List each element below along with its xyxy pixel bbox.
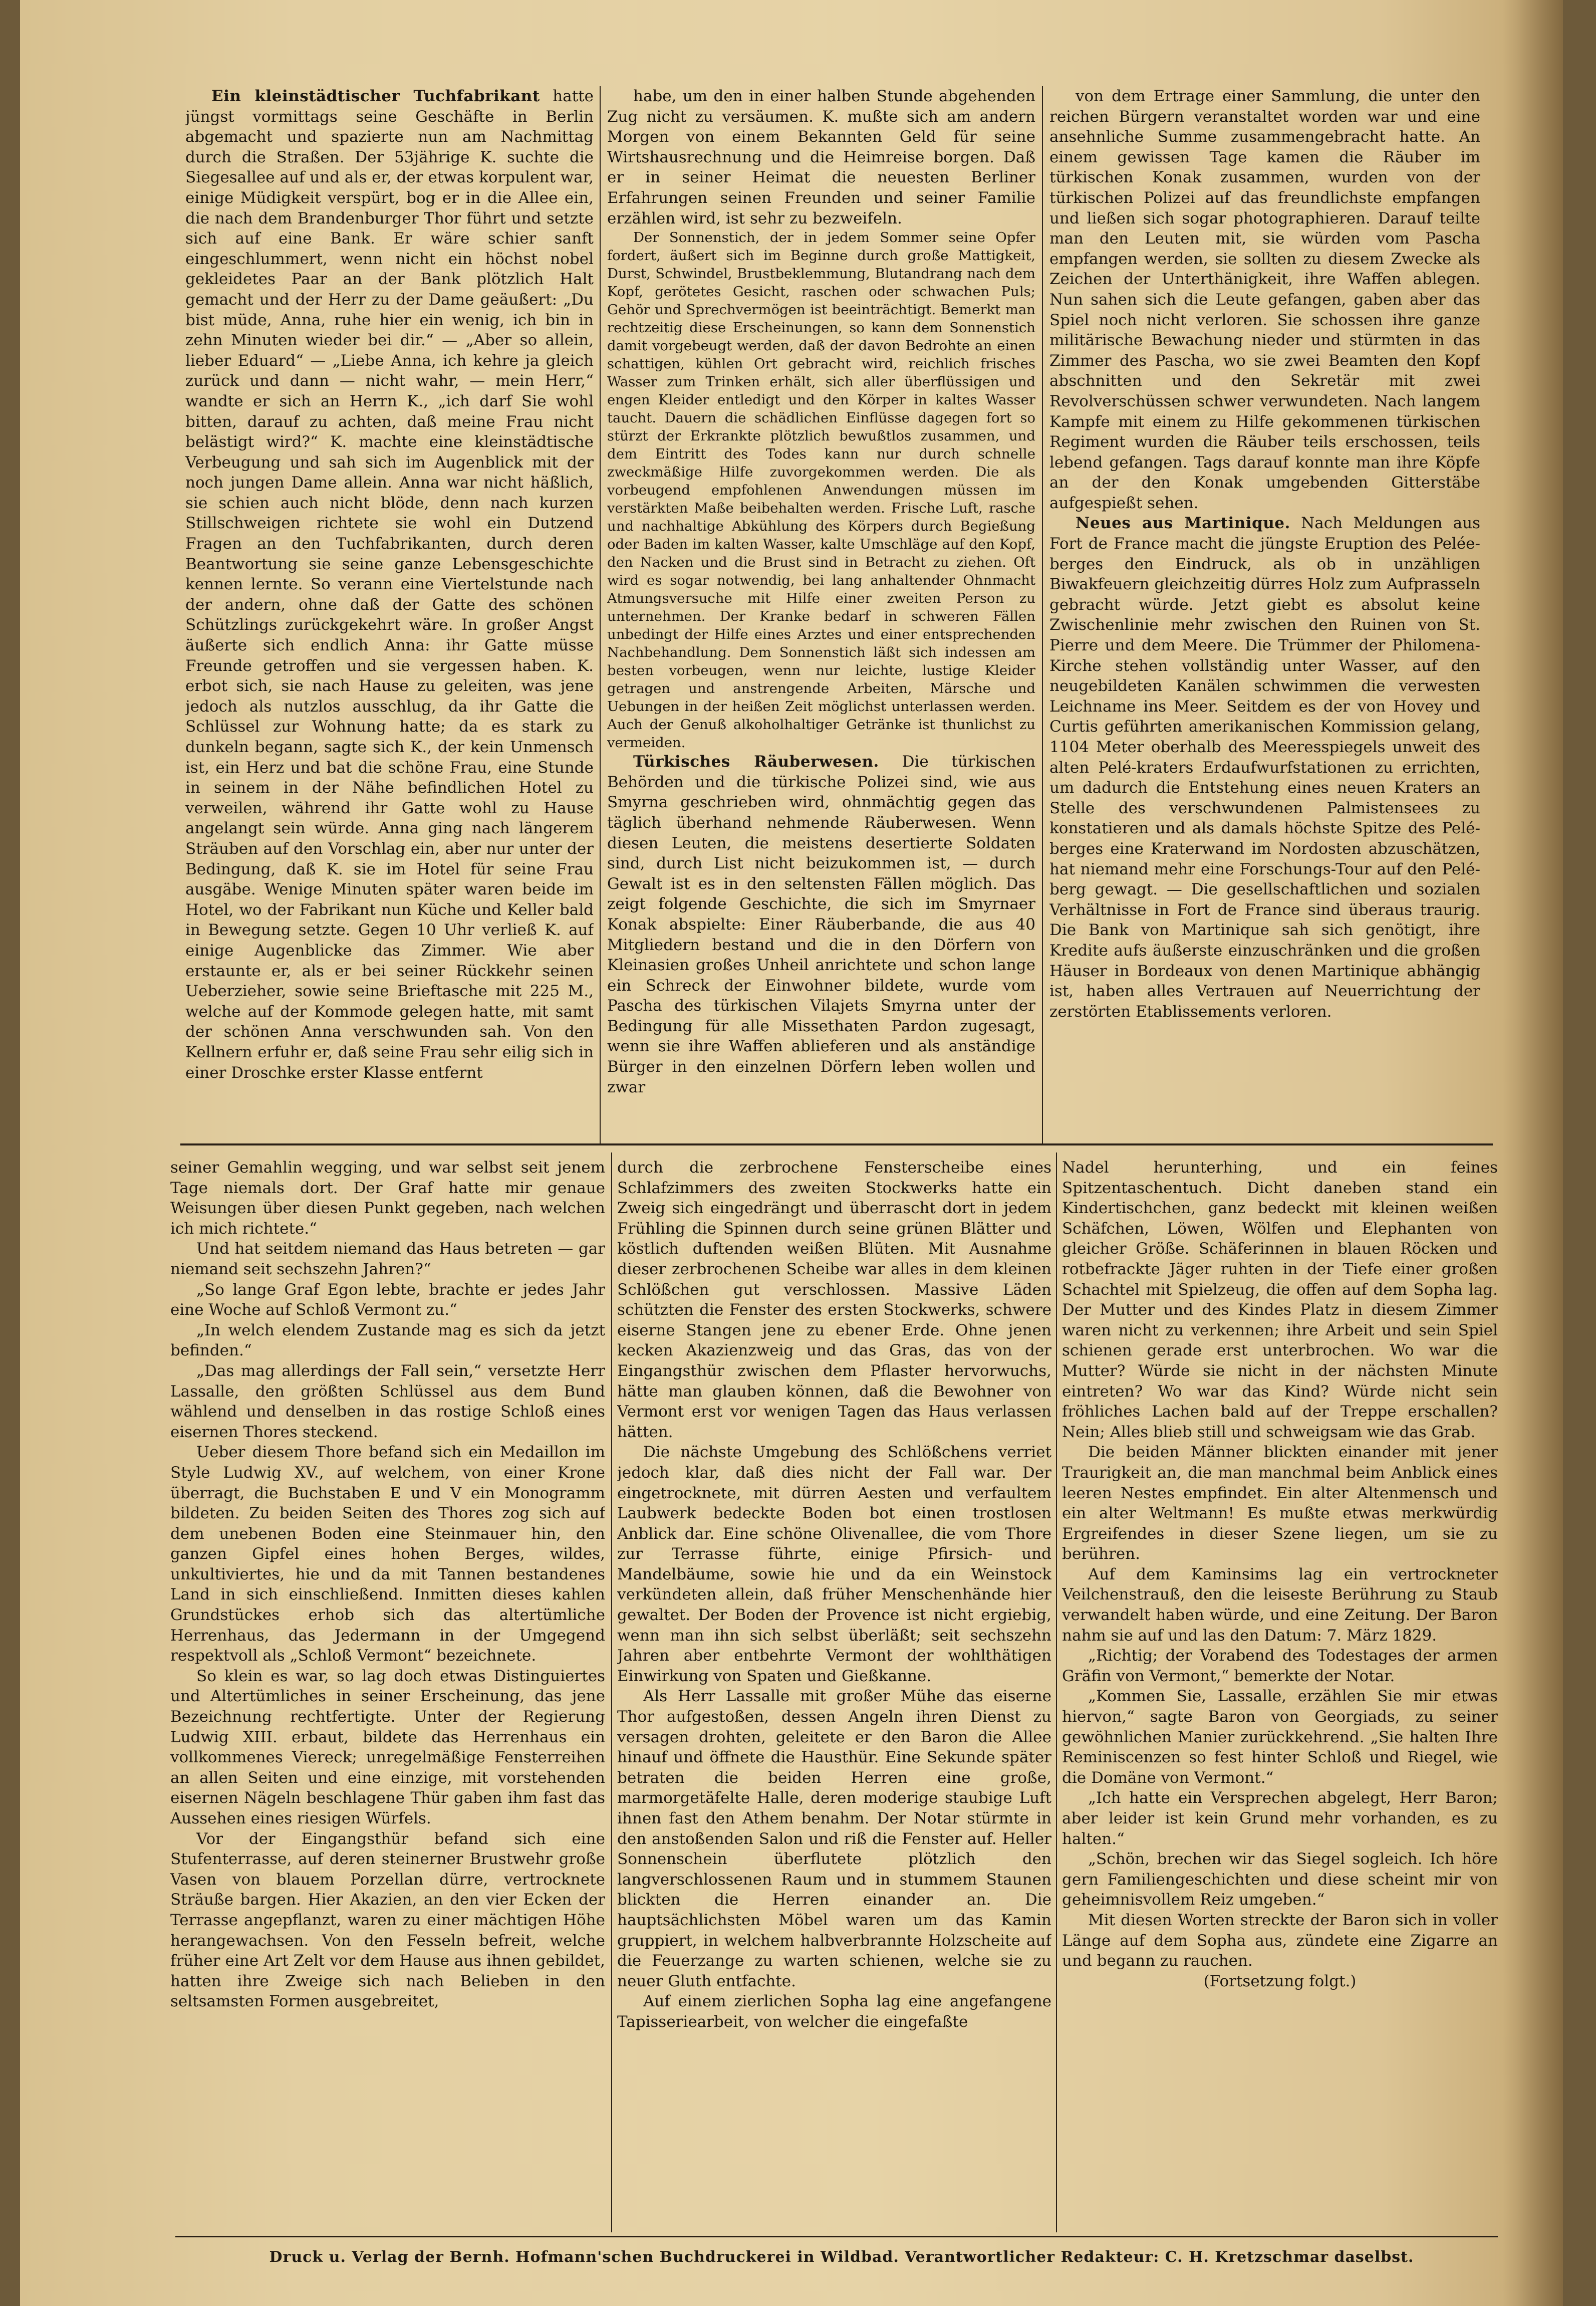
paragraph [607,228,1035,752]
paragraph-text: seiner Gemahlin wegging, und war selbst seit jenem Tage niemals dort. Der Graf hatte mir genaue Weisungen über diesen Punkt gegeben, nach welchen ich mich richtete.“ [170,1159,605,1238]
page-edge-shadow [1503,0,1563,2306]
paragraph-text: hatte jüngst vormittags seine Geschäfte in Berlin abgemacht und spazierte nun am Nachmittag durch die Straßen. Der 53jährige K. suchte die Siegesallee auf und als er, der etwas korpulent war, einige Müdigkeit verspürt, bog er in die Allee ein, die nach dem Brandenburger Thor führt und setzte sich auf eine Bank. Er wäre schier sanft eingeschlummert, wenn nicht ein höchst nobel gekleidetes Paar an der Bank plötzlich Halt gemacht und der Herr zu der Dame geäußert: „Du bist müde, Anna, ruhe hier ein wenig, ich bin in zehn Minuten wieder bei dir.“ — „Aber so allein, lieber Eduard“ — „Liebe Anna, ich kehre ja gleich zurück und dann — nicht wahr, — mein Herr,“ wandte er sich an Herrn K., „ich darf Sie wohl bitten, darauf zu achten, daß meine Frau nicht belästigt wird?“ K. machte eine kleinstädtische Verbeugung und sah sich im Augenblick mit der noch jungen Dame allein. Anna war nicht häßlich, sie schien auch nicht blöde, denn nach kurzen Stillschweigen richtete sie wohl ein Dutzend Fragen an den Tuchfabrikanten, durch deren Beantwortung sie seine ganze Lebensgeschichte kennen lernte. So verann eine Viertelstunde nach der andern, ohne daß der Gatte des schönen Schützlings zurückgekehrt wäre. In großer Angst äußerte sich endlich Anna: ihr Gatte müsse Freunde getroffen und sie vergessen haben. K. erbot sich, sie nach Hause zu geleiten, was jene jedoch als nutzlos ausschlug, da ihr Gatte die Schlüssel zur Wohnung hatte; da es stark zu dunkeln begann, sagte sich K., der kein Unmensch ist, ein Herz und bat die schöne Frau, eine Stunde in seinem in der Nähe befindlichen Hotel zu verweilen, während ihr Gatte wohl zu Hause angelangt sein würde. Anna ging nach längerem Sträuben auf den Vorschlag ein, aber nur unter der Bedingung, daß K. sie im Hotel für seine Frau ausgäbe. Wenige Minuten später waren beide im Hotel, wo der Fabrikant nun Küche und Keller bald in Bewegung setzte. Gegen 10 Uhr verließ K. auf einige Augenblicke das Zimmer. Wie aber erstaunte er, als er bei seiner Rückkehr seinen Ueberzieher, sowie seine Brieftasche mit 225 M., welche auf der Kommode gelegen hatte, mit samt der schönen Anna verschwunden sah. Von den Kellnern erfuhr er, daß seine Frau sehr eilig sich in einer Droschke erster Klasse entfernt [185,87,594,1082]
newspaper-page [20,0,1563,2306]
paragraph [607,752,1035,1097]
lower-column-3 [1062,1158,1498,2230]
paragraph [170,1320,605,1361]
paragraph [617,1158,1051,1442]
paragraph-text: Der Sonnenstich, der in jedem Sommer seine Opfer fordert, äußert sich im Beginne durch große Mattigkeit, Durst, Schwindel, Brustbeklemmung, Blutandrang nach dem Kopf, gerötetes Gesicht, raschen oder schwachen Puls; Gehör und Sprechvermögen ist beeinträchtigt. Bemerkt man rechtzeitig diese Erscheinungen, so kann dem Sonnenstich damit vorgebeugt werden, daß der davon Bedrohte an einen schattigen, kühlen Ort gebracht wird, reichlich frisches Wasser zum Trinken erhält, sich aller überflüssigen und engen Kleider entledigt und den Körper in kaltes Wasser taucht. Dauern die schädlichen Einflüsse dagegen fort so stürzt der Erkrankte plötzlich bewußtlos zusammen, und dem Eintritt des Todes kann nur durch schnelle zweckmäßige Hilfe zuvorgekommen werden. Die als vorbeugend empfohlenen Anwendungen müssen im verstärkten Maße beibehalten werden. Frische Luft, rasche und nachhaltige Abkühlung des Körpers durch Begießung oder Baden im kalten Wasser, kalte Umschläge auf den Kopf, den Nacken und die Brust sind in Betracht zu ziehen. Oft wird es sogar notwendig, bei lang anhaltender Ohnmacht Atmungsversuche mit Hilfe einer zweiten Person zu unternehmen. Der Kranke bedarf in schweren Fällen unbedingt der Hilfe eines Arztes und einer entsprechenden Nachbehandlung. Dem Sonnenstich läßt sich indessen am besten vorbeugen, wenn nur leichte, lustige Kleider getragen und anstrengende Arbeiten, Märsche und Uebungen in der heißen Zeit möglichst unterlassen werden. Auch der Genuß alkoholhaltiger Getränke ist thunlichst zu vermeiden. [607,229,1035,751]
paragraph-text: Die beiden Männer blickten einander mit jener Traurigkeit an, die man manchmal beim Anblick eines leeren Nestes empfindet. Ein alter Altenmensch und ein alter Weltmann! Es mußte etwas merkwürdig Ergreifendes in dieser Szene liegen, um sie zu berühren. [1062,1443,1498,1563]
lower-column-1 [170,1158,605,2230]
article-headline: Neues aus Martinique. [1076,514,1290,533]
paragraph [170,1829,605,2012]
lower-column-2 [617,1158,1051,2230]
paragraph-text: Ueber diesem Thore befand sich ein Medaillon im Style Ludwig XV., auf welchem, von einer Krone überragt, die Buchstaben E und V ein Monogramm bildeten. Zu beiden Seiten des Thores zog sich auf dem unebenen Boden eine Steinmauer hin, den ganzen Gipfel eines hohen Berges, wildes, unkultiviertes, hie und da mit Tannen bestandenes Land in sich einschließend. Inmitten dieses kahlen Grundstückes erhob sich das altertümliche Herrenhaus, das Jedermann in der Umgegend respektvoll als „Schloß Vermont“ bezeichnete. [170,1443,605,1665]
column-rule [600,86,601,1143]
paragraph [1049,513,1480,1022]
paragraph-text: „Schön, brechen wir das Siegel sogleich. Ich höre gern Familiengeschichten und diese scheint mir von geheimnisvollem Reiz umgeben.“ [1062,1850,1498,1909]
paragraph-text: „Ich hatte ein Versprechen abgelegt, Herr Baron; aber leider ist kein Grund mehr vorhanden, es zu halten.“ [1062,1789,1498,1848]
paragraph-text: „In welch elendem Zustande mag es sich da jetzt befinden.“ [170,1321,605,1360]
column-rule [611,1152,612,2232]
paragraph-text: Die türkischen Behörden und die türkische Polizei sind, wie aus Smyrna geschrieben wird, ohnmächtig gegen das täglich überhand nehmende Räuberwesen. Wenn diesen Leuten, die meistens desertierte Soldaten sind, durch List nicht beizukommen ist, — durch Gewalt ist es in den seltensten Fällen möglich. Das zeigt folgende Geschichte, die sich im Smyrnaer Konak abspielte: Einer Räuberbande, die aus 40 Mitgliedern bestand und die in den Dörfern von Kleinasien großes Unheil anrichtete und schon lange ein Schreck der Einwohner bildete, wurde vom Pascha des türkischen Vilajets Smyrna unter der Bedingung für alle Missethaten Pardon zugesagt, wenn sie ihre Waffen ablieferen und als anständige Bürger in den einzelnen Dörfern leben wollen und zwar [607,753,1035,1096]
paragraph [185,86,594,1083]
paragraph-text: Nadel herunterhing, und ein feines Spitzentaschentuch. Dicht daneben stand ein Kindertischchen, ganz bedeckt mit kleinen weißen Schäfchen, Löwen, Wölfen und Elephanten von gleicher Größe. Schäferinnen in blauen Röcken und rotbefrackte Jäger ruhten in der Tiefe einer großen Schachtel mit Spielzeug, die offen auf dem Sopha lag. Der Mutter und des Kindes Platz in diesem Zimmer waren nicht zu verkennen; ihre Arbeit und sein Spiel schienen gerade erst unterbrochen. Wo war die Mutter? Würde sie nicht in der nächsten Minute eintreten? Wo war das Kind? Würde nicht sein fröhliches Lachen bald auf der Treppe erschallen? Nein; Alles blieb still und schweigsam wie das Grab. [1062,1159,1498,1441]
paragraph [1062,1971,1498,1992]
paragraph-text: „Richtig; der Vorabend des Todestages der armen Gräfin von Vermont,“ bemerkte der Notar. [1062,1647,1498,1685]
paragraph-text: Vor der Eingangsthür befand sich eine Stufenterrasse, auf deren steinerner Brustwehr große Vasen von blauem Porzellan dürre, vertrocknete Sträuße bargen. Hier Akazien, an den vier Ecken der Terrasse angepflanzt, waren zu einer mächtigen Höhe herangewachsen. Von den Fesseln befreit, welche früher eine Art Zelt vor dem Hause aus ihnen gebildet, hatten ihre Zweige sich nach Belieben in den seltsamsten Formen ausgebreitet, [170,1829,605,2011]
column-rule [1042,86,1043,1143]
article-headline: Ein kleinstädtischer Tuchfabrikant [211,87,540,105]
paragraph-text: Auf dem Kaminsims lag ein vertrockneter Veilchenstrauß, den die leiseste Berührung zu Staub verwandelt haben würde, und eine Zeitung. Der Baron nahm sie auf und las den Datum: 7. März 1829. [1062,1565,1498,1645]
upper-column-3 [1049,86,1480,1133]
paragraph [1062,1564,1498,1646]
paragraph-text: von dem Ertrage einer Sammlung, die unter den reichen Bürgern veranstaltet worden war und eine ansehnliche Summe zusammengebracht hatte. An einem gewissen Tage kamen die Räuber im türkischen Konak zusammen, wurden von der türkischen Polizei auf das freundlichste empfangen und ließen sich sogar photographieren. Darauf teilte man den Leuten mit, sie würden vom Pascha empfangen werden, sie sollten zu diesem Zwecke als Zeichen der Unterthänigkeit, ihre Waffen ablegen. Nun sahen sich die Leute gefangen, gaben aber das Spiel noch nicht verloren. Sie schossen ihre ganze militärische Bewachung nieder und stürmten in das Zimmer des Pascha, wo sie zwei Beamten den Kopf abschnitten und den Sekretär mit zwei Revolverschüssen schwer verwundeten. Nach langem Kampfe mit einem zu Hilfe gekommenen türkischen Regiment wurden die Räuber teils erschossen, teils lebend gefangen. Tags darauf konnte man ihre Köpfe an der den Konak umgebenden Gitterstäbe aufgespießt sehen. [1049,87,1480,512]
paragraph-text: Als Herr Lassalle mit großer Mühe das eiserne Thor aufgestoßen, dessen Angeln ihren Dienst zu versagen drohten, geleitete er den Baron die Allee hinauf und öffnete die Hausthür. Eine Sekunde später betraten die beiden Herren eine große, marmorgetäfelte Halle, deren moderige staubige Luft ihnen fast den Athem benahm. Der Notar stürmte in den anstoßenden Salon und riß die Fenster auf. Heller Sonnenschein überflutete plötzlich den langverschlossenen Raum und in stummem Staunen blickten die Herren einander an. Die hauptsächlichsten Möbel waren um das Kamin gruppiert, in welchem halbverbrannte Holzscheite auf die Feuerzange zu warten schienen, welche sie zu neuer Gluth entfachte. [617,1687,1051,1990]
paragraph [170,1280,605,1320]
upper-column-1 [185,86,594,1133]
paragraph-text: Auf einem zierlichen Sopha lag eine angefangene Tapisseriearbeit, von welcher die eingefaßte [617,1992,1051,2031]
paragraph [1062,1646,1498,1686]
paragraph-text: (Fortsetzung folgt.) [1203,1972,1357,1990]
paragraph [617,1991,1051,2032]
paragraph [1062,1686,1498,1788]
paragraph [1062,1442,1498,1564]
paragraph [170,1666,605,1829]
paragraph [170,1239,605,1279]
paragraph-text: „So lange Graf Egon lebte, brachte er jedes Jahr eine Woche auf Schloß Vermont zu.“ [170,1280,605,1319]
paragraph-text: Die nächste Umgebung des Schlößchens verriet jedoch klar, daß dies nicht der Fall war. Der eingetrocknete, mit dürren Aesten und verfaultem Laubwerk bedeckte Boden bot einen trostlosen Anblick dar. Eine schöne Olivenallee, die vom Thore zur Terrasse führte, einige Pfirsich- und Mandelbäume, sowie hie und da ein Weinstock verkündeten allein, daß früher Menschenhände hier gewaltet. Der Boden der Provence ist nicht ergiebig, wenn man ihn sich selbst überläßt; seit sechszehn Jahren aber entbehrte Vermont der wohlthätigen Einwirkung von Spaten und Gießkanne. [617,1443,1051,1685]
imprint-line: Druck u. Verlag der Bernh. Hofmann'schen Buchdruckerei in Wildbad. Verantwortlicher Redakteur: C. H. Kretzschmar daselbst. [269,2248,1414,2266]
paragraph [617,1686,1051,1991]
paragraph-text: „Kommen Sie, Lassalle, erzählen Sie mir etwas hiervon,“ sagte Baron von Georgiads, zu seiner gewöhnlichen Manier zurückkehrend. „Sie halten Ihre Reminiscenzen so fest hinter Schloß und Riegel, wie die Domäne von Vermont.“ [1062,1687,1498,1787]
section-divider [180,1143,1493,1145]
paragraph [1062,1788,1498,1849]
column-rule [1056,1152,1057,2232]
paragraph-text: Und hat seitdem niemand das Haus betreten — gar niemand seit sechszehn Jahren?“ [170,1240,605,1278]
article-headline: Türkisches Räuberwesen. [633,753,879,771]
paragraph [170,1361,605,1442]
upper-column-2 [607,86,1035,1133]
paragraph [1049,86,1480,513]
paragraph-text: habe, um den in einer halben Stunde abgehenden Zug nicht zu versäumen. K. mußte sich am andern Morgen von einem Bekannten Geld für seine Wirtshausrechnung und die Heimreise borgen. Daß er in seiner Heimat die neuesten Berliner Erfahrungen seinen Freunden und seiner Familie erzählen wird, ist sehr zu bezweifeln. [607,87,1035,227]
paragraph [607,86,1035,228]
paragraph [1062,1910,1498,1971]
paragraph [1062,1849,1498,1910]
paragraph-text: So klein es war, so lag doch etwas Distinguiertes und Altertümliches in seiner Erscheinung, das jene Bezeichnung rechtfertigte. Unter der Regierung Ludwig XIII. erbaut, bildete das Herrenhaus ein vollkommenes Viereck; unregelmäßige Fensterreihen an allen Seiten und eine einzige, mit vorstehenden eisernen Nägeln beschlagene Thür gaben ihm fast das Aussehen eines riesigen Würfels. [170,1667,605,1827]
paragraph-text: durch die zerbrochene Fensterscheibe eines Schlafzimmers des zweiten Stockwerks hatte ein Zweig sich eingedrängt und überrascht dort in jedem Frühling die Spinnen durch seine grünen Blätter und köstlich duftenden weißen Blüten. Mit Ausnahme dieser zerbrochenen Scheibe war alles in dem kleinen Schlößchen gut verschlossen. Massive Läden schützten die Fenster des ersten Stockwerks, schwere eiserne Stangen jene zu ebener Erde. Ohne jenen kecken Akazienzweig und das Gras, das von der Eingangsthür zwischen dem Pflaster hervorwuchs, hätte man glauben können, daß die Bewohner von Vermont erst vor wenigen Tagen das Haus verlassen hätten. [617,1159,1051,1441]
paragraph-text: Nach Meldungen aus Fort de France macht die jüngste Eruption des Pelée-berges den Eindruck, als ob in unzähligen Biwakfeuern gleichzeitig dürres Holz zum Aufprasseln gebracht würde. Jetzt giebt es absolut keine Zwischenlinie mehr zwischen den Ruinen von St. Pierre und dem Meere. Die Trümmer der Philomena-Kirche stehen vollständig unter Wasser, auf den neugebildeten Kanälen schwimmen die verwesten Leichname ins Meer. Seitdem es der von Hovey und Curtis geführten amerikanischen Kommission gelang, 1104 Meter oberhalb des Meeresspiegels unweit des alten Pelé-kraters Erdaufwurfstationen zu errichten, um dadurch die Entstehung eines neuen Kraters an Stelle des verschwundenen Palmistensees zu konstatieren und als damals höchste Spitze des Pelé-berges eine Kraterwand im Nordosten abzuschätzen, hat niemand mehr eine Forschungs-Tour auf den Pelé-berg gewagt. — Die gesellschaftlichen und sozialen Verhältnisse in Fort de France sind überaus traurig. Die Bank von Martinique sah sich genötigt, ihre Kredite aufs äußerste einzuschränken und die großen Häuser in Bordeaux von denen Martinique abhängig ist, haben alles Vertrauen auf Neuerrichtung der zerstörten Etablissements verloren. [1049,514,1480,1021]
paragraph-text: Mit diesen Worten streckte der Baron sich in voller Länge auf dem Sopha aus, zündete eine Zigarre an und begann zu rauchen. [1062,1911,1498,1970]
paragraph-text: „Das mag allerdings der Fall sein,“ versetzte Herr Lassalle, den größten Schlüssel aus dem Bund wählend und denselben in das rostige Schloß eines eisernen Thores steckend. [170,1361,605,1441]
paragraph [1062,1158,1498,1442]
footer-rule [175,2236,1498,2237]
paragraph [617,1442,1051,1686]
paragraph [170,1158,605,1239]
paragraph [170,1442,605,1666]
